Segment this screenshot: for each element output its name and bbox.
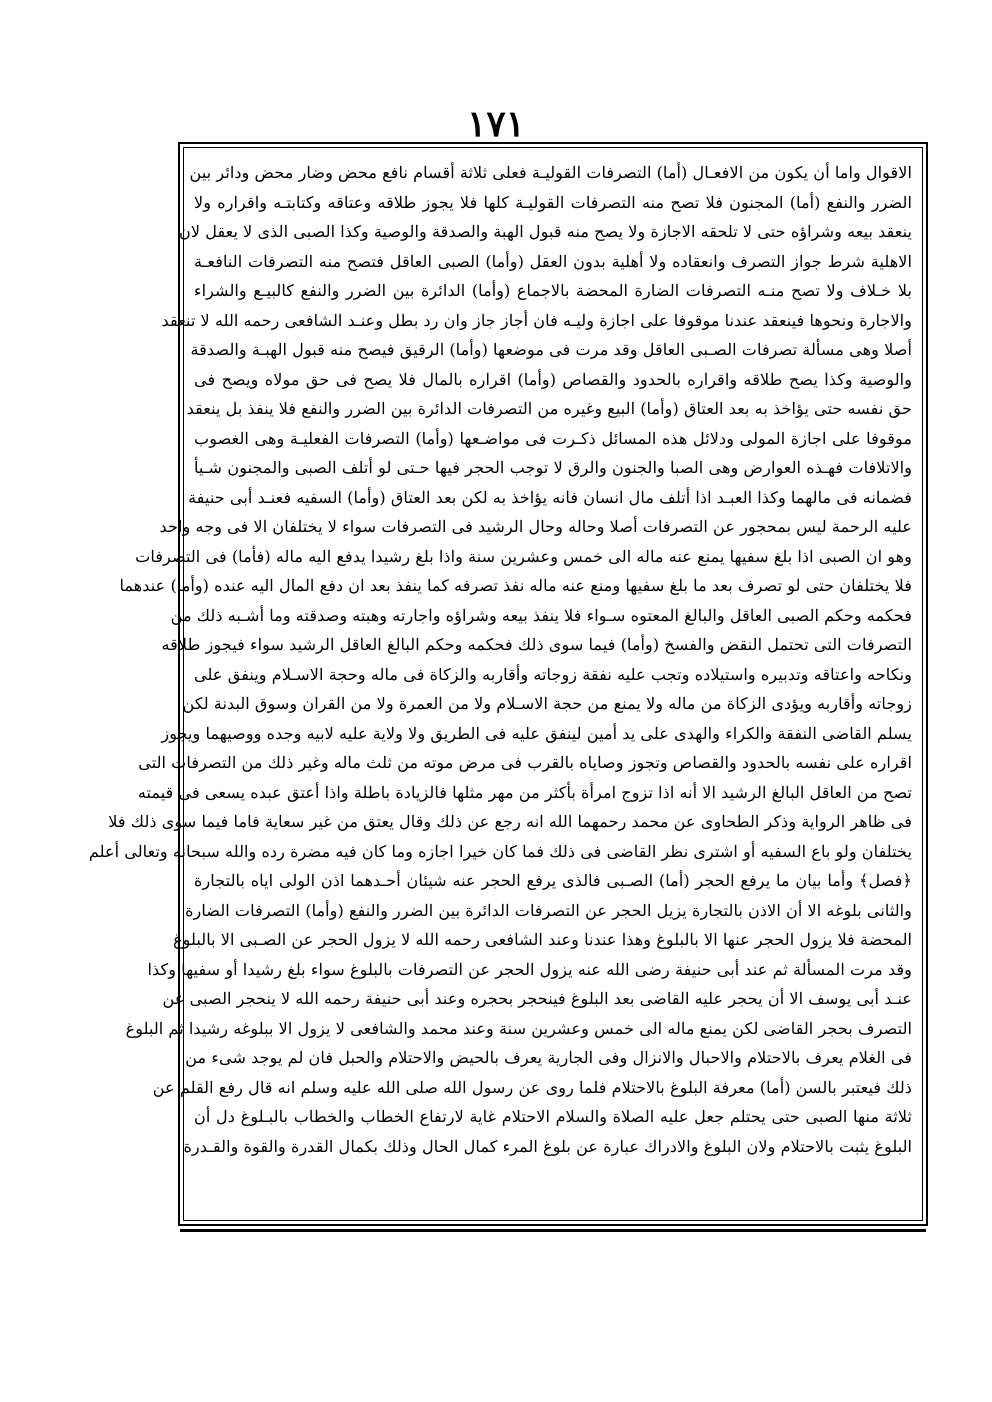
text-line: عنـد أبى يوسف الا أن يحجر عليه القاضى بعد البلوغ فينحجر بحجره وعند أبى حنيفة رحمه الله لا ينحجر الصبى عن <box>162 989 912 1008</box>
text-line: والوصية وكذا يصح طلاقه واقراره بالحدود والقصاص (وأما) اقراره بالمال فلا يصح فى حق مولاه ويصح فى <box>194 369 912 389</box>
text-frame <box>88 142 928 1226</box>
text-line: زوجاته وأقاربه ويؤدى الزكاة من ماله ولا يمنع من حجة الاسـلام ولا من العمرة ولا من القران وسوق البدنة لكن <box>182 694 912 713</box>
text-line: البلوغ يثبت بالاحتلام ولان البلوغ والادراك عبارة عن بلوغ المرء كمال الحال وذلك بكمال القدرة والقوة والقـدرة <box>183 1136 912 1156</box>
text-line: والاجارة ونحوها فينعقد عندنا موقوفا على اجازة وليـه فان أجاز جاز وان رد بطل وعنـد الشافعى رحمه الله لا تنعقد <box>161 310 912 330</box>
text-line: والثانى بلوغه الا أن الاذن بالتجارة يزيل الحجر عن التصرفات الدائرة بين الضرر والنفع (وأما) التصرفات الضارة <box>185 900 912 920</box>
text-line: ثلاثة منها الصبى حتى يحتلم جعل عليه الصلاة والسلام الاحتلام غاية لارتفاع الخطاب والخطاب بالبـلوغ دل أن <box>194 1107 912 1126</box>
text-line: الاقوال واما أن يكون من الافعـال (أما) التصرفات القوليـة فعلى ثلاثة أقسام نافع محض وضار محض ودائر بين <box>189 163 912 182</box>
text-line: ينعقد بيعه وشراؤه حتى لا تلحقه الاجازة ولا يصح منه قبول الهبة والصدقة والوصية وكذا الصبى الذى لا يعقل لان <box>178 222 912 241</box>
text-line: موقوفا على اجازة المولى ودلائل هذه المسائل ذكـرت فى مواضـعها (وأما) التصرفات الفعليـة وهى الغصوب <box>194 428 912 448</box>
text-line: الاهلية شرط جواز التصرف وانعقاده ولا أهلية بدون العقل (وأما) الصبى العاقل فتصح منه التصرفات النافعـة <box>194 251 912 271</box>
text-line: اقراره على نفسه بالحدود والقصاص وتجوز وصاياه بالقرب فى مرض موته من ثلث ماله وغير ذلك من التصرفات التى <box>138 753 912 772</box>
text-line: ونكاحه واعتاقه وتدبيره واستيلاده وتجب عليه نفقة زوجاته وأقاربه والزكاة فى ماله وحجة الاسـلام وينفق على <box>194 664 912 684</box>
text-line: عليه الرحمة ليس بمحجور عن التصرفات أصلا وحاله وحال الرشيد فى التصرفات سواء لا يختلفان الا فى وجه واحد <box>159 517 912 536</box>
text-line: فى الغلام يعرف بالاحتلام والاحبال والانزال وفى الجارية يعرف بالحيض والاحتلام والحبل فان لم يوجد شىء من <box>185 1048 912 1067</box>
text-body <box>88 158 912 1210</box>
text-line: فحكمه وحكم الصبى العاقل والبالغ المعتوه سـواء فلا ينفذ بيعه وشراؤه واجارته وهبته وصدقته وما أشـبه ذلك من <box>170 605 912 625</box>
text-line: يسلم القاضى النفقة والكراء والهدى على يد أمين لينفق عليه فى الطريق ولا ولاية عليه لابيه وجده ووصيهما ويجوز <box>161 723 912 743</box>
page-number: ١٧١ <box>466 103 525 145</box>
text-line: يختلفان ولو باع السفيه أو اشترى نظر القاضى فى ذلك فما كان خيرا اجازه وما كان فيه مضرة رده والله سبحانه وتعالى أعلم <box>88 841 912 861</box>
text-line: وهو ان الصبى اذا بلغ سفيها يمنع عنه ماله الى خمس وعشرين سنة واذا بلغ رشيدا يدفع اليه ماله (فأما) فى التصرفات <box>135 546 912 566</box>
text-line: المحضة فلا يزول الحجر عنها الا بالبلوغ وهذا عندنا وعند الشافعى رحمه الله لا يزول الحجر عن الصـبى الا بالبلوغ <box>173 930 912 949</box>
text-line: فضمانه فى مالهما وكذا العبـد اذا أتلف مال انسان فانه يؤاخذ به لكن بعد العتاق (وأما) السفيه فعنـد أبى حنيفة <box>188 487 912 507</box>
text-line: التصرفات التى تحتمل النقض والفسخ (وأما) فيما سوى ذلك فحكمه وحكم البالغ العاقل الرشيد سواء فيجوز طلاقه <box>161 635 912 654</box>
section-heading-line: ﴿فصل﴾ وأما بيان ما يرفع الحجر (أما) الصـبى فالذى يرفع الحجر عنه شيئان أحـدهما اذن الولى اياه بالتجارة <box>194 871 912 890</box>
text-line: التصرف بحجر القاضى لكن يمنع ماله الى خمس وعشرين سنة وعند محمد والشافعى لا يزول الا ببلوغه رشيدا ثم البلوغ <box>125 1018 912 1038</box>
text-line: فى ظاهر الرواية وذكر الطحاوى عن محمد رحمهما الله انه رجع عن ذلك وقال يعتق من غير سعاية فاما فيما سوى ذلك فلا <box>108 812 912 831</box>
text-line: الضرر والنفع (أما) المجنون فلا تصح منه التصرفات القوليـة كلها فلا يجوز طلاقه وعتاقه وكتابتـه واقراره ولا <box>194 192 912 212</box>
text-line: بلا خـلاف ولا تصح منـه التصرفات الضارة المحضة بالاجماع (وأما) الدائرة بين الضرر والنفع كالبيـع والشراء <box>194 281 912 300</box>
text-line: تصح من العاقل البالغ الرشيد الا أنه اذا تزوج امرأة بأكثر من مهر مثلها فالزيادة باطلة واذا أعتق عبده يسعى فى قيمته <box>137 782 912 802</box>
text-line: فلا يختلفان حتى لو تصرف بعد ما بلغ سفيها ومنع عنه ماله نفذ تصرفه كما ينفذ بعد ان دفع المال اليه عنده (وأما) عندهما <box>119 576 912 595</box>
text-line: ذلك فيعتبر بالسن (أما) معرفة البلوغ بالاحتلام فلما روى عن رسول الله صلى الله عليه وسلم انه قال رفع القلم عن <box>152 1077 912 1097</box>
text-line: والاتلافات فهـذه العوارض وهى الصبا والجنون والرق لا توجب الحجر فيها حـتى لو أتلف الصبى والمجنون شـيأ <box>194 458 912 477</box>
text-line: أصلا وهى مسألة تصرفات الصـبى العاقل وقد مرت فى موضعها (وأما) الرقيق فيصح منه قبول الهبـة والصدقة <box>190 340 912 359</box>
text-line: حق نفسه حتى يؤاخذ به بعد العتاق (وأما) البيع وغيره من التصرفات الدائرة بين الضرر والنفع فلا ينفذ بل ينعقد <box>186 399 912 418</box>
text-line: وقد مرت المسألة ثم عند أبى حنيفة رضى الله عنه يزول الحجر عن التصرفات بالبلوغ سواء بلغ رشيدا أو سفيها وكذا <box>147 959 912 979</box>
